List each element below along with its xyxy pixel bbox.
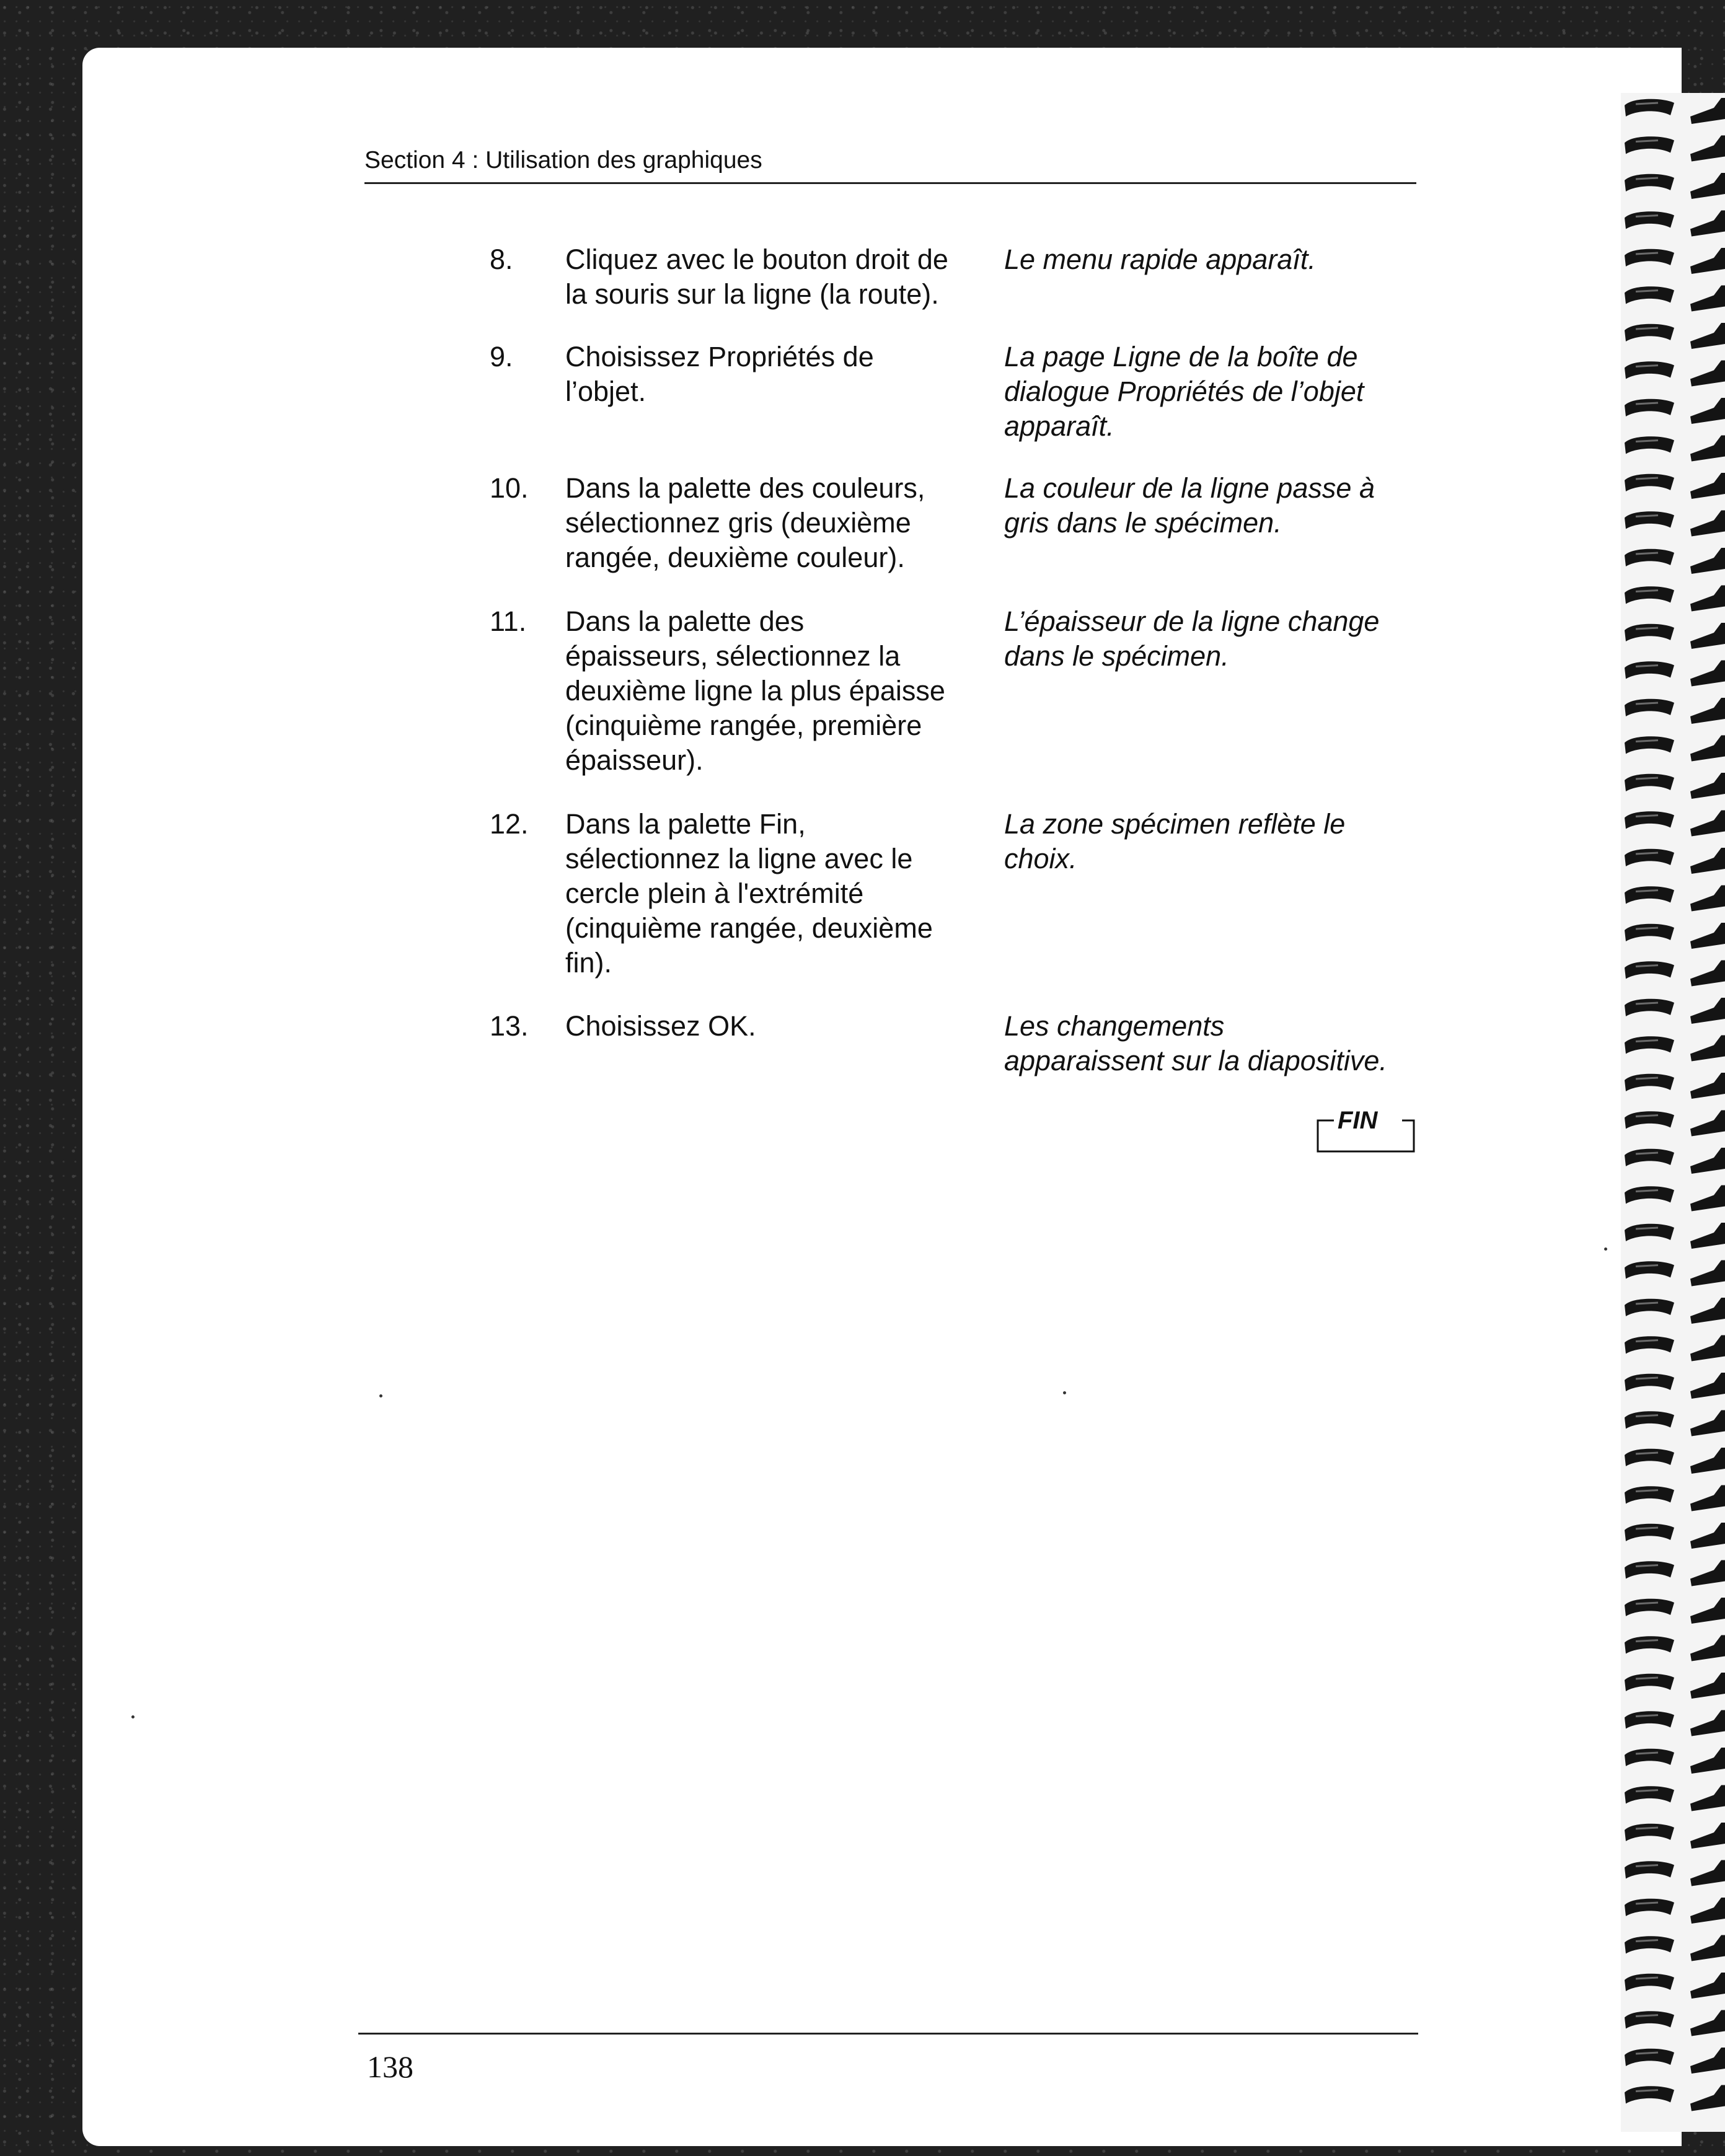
spiral-coil bbox=[1625, 886, 1725, 912]
step-result: L’épaisseur de la ligne change dans le spécimen. bbox=[1004, 605, 1380, 672]
spiral-coil bbox=[1625, 1073, 1725, 1099]
spiral-coil bbox=[1625, 173, 1725, 199]
step-action: Cliquez avec le bouton droit de la souris sur la ligne (la route). bbox=[565, 244, 948, 310]
scan-speck bbox=[1604, 1247, 1607, 1251]
spiral-coil bbox=[1625, 1448, 1725, 1474]
spiral-coil bbox=[1625, 811, 1725, 837]
scan-speck bbox=[1063, 1391, 1066, 1394]
footer-divider bbox=[358, 2033, 1418, 2035]
step-number: 9. bbox=[490, 341, 513, 372]
spiral-coil bbox=[1625, 1485, 1725, 1511]
spiral-coil bbox=[1625, 1710, 1725, 1736]
spiral-coil bbox=[1625, 961, 1725, 987]
spiral-coil bbox=[1625, 1598, 1725, 1624]
spiral-coil bbox=[1625, 436, 1725, 462]
spiral-coil bbox=[1625, 211, 1725, 237]
step-action: Choisissez Propriétés de l’objet. bbox=[565, 341, 874, 407]
spiral-coil bbox=[1625, 2010, 1725, 2036]
page-number: 138 bbox=[367, 2049, 413, 2084]
end-marker bbox=[1315, 1107, 1416, 1154]
spiral-coil bbox=[1625, 473, 1725, 499]
step-action: Dans la palette des épaisseurs, sélectionnez la deuxième ligne la plus épaisse (cinquième rangée, première épaisseur). bbox=[565, 605, 945, 776]
step-action: Dans la palette des couleurs, sélectionnez gris (deuxième rangée, deuxième couleur). bbox=[565, 472, 925, 573]
section-header: Section 4 : Utilisation des graphiques bbox=[364, 147, 762, 174]
spiral-coil bbox=[1625, 1935, 1725, 1961]
spiral-coil bbox=[1625, 1785, 1725, 1811]
spiral-coil bbox=[1625, 1410, 1725, 1437]
step-number: 10. bbox=[490, 472, 529, 504]
spiral-coil bbox=[1625, 361, 1725, 387]
spiral-coils bbox=[1621, 93, 1725, 2132]
spiral-coil bbox=[1625, 1673, 1725, 1699]
spiral-coil bbox=[1625, 1335, 1725, 1362]
spiral-coil bbox=[1625, 848, 1725, 874]
spiral-coil bbox=[1625, 1111, 1725, 1137]
spiral-coil bbox=[1625, 323, 1725, 349]
step-action: Choisissez OK. bbox=[565, 1010, 756, 1042]
spiral-coil bbox=[1625, 586, 1725, 612]
spiral-binding bbox=[1621, 93, 1725, 2132]
spiral-coil bbox=[1625, 1223, 1725, 1249]
spiral-coil bbox=[1625, 773, 1725, 799]
spiral-coil bbox=[1625, 923, 1725, 949]
step-number: 13. bbox=[490, 1010, 529, 1042]
step-number: 11. bbox=[490, 605, 527, 637]
spiral-coil bbox=[1625, 1560, 1725, 1586]
spiral-coil bbox=[1625, 736, 1725, 762]
spiral-coil bbox=[1625, 1823, 1725, 1849]
header-divider bbox=[364, 182, 1416, 184]
end-marker-label: FIN bbox=[1338, 1107, 1378, 1134]
spiral-coil bbox=[1625, 548, 1725, 574]
scan-speck bbox=[131, 1715, 135, 1718]
spiral-coil bbox=[1625, 1973, 1725, 1999]
spiral-coil bbox=[1625, 248, 1725, 274]
spiral-coil bbox=[1625, 1186, 1725, 1212]
step-result: La couleur de la ligne passe à gris dans le spécimen. bbox=[1004, 472, 1375, 539]
spiral-coil bbox=[1625, 286, 1725, 312]
spiral-coil bbox=[1625, 1523, 1725, 1549]
spiral-coil bbox=[1625, 2048, 1725, 2074]
step-number: 12. bbox=[490, 808, 529, 840]
spiral-coil bbox=[1625, 1898, 1725, 1924]
step-result: La zone spécimen reflète le choix. bbox=[1004, 808, 1346, 874]
spiral-coil bbox=[1625, 1860, 1725, 1886]
spiral-coil bbox=[1625, 623, 1725, 649]
spiral-coil bbox=[1625, 1148, 1725, 1174]
spiral-coil bbox=[1625, 1036, 1725, 1062]
spiral-coil bbox=[1625, 2085, 1725, 2111]
step-action: Dans la palette Fin, sélectionnez la ligne avec le cercle plein à l'extrémité (cinquième rangée, deuxième fin). bbox=[565, 808, 933, 979]
spiral-coil bbox=[1625, 698, 1725, 724]
spiral-coil bbox=[1625, 136, 1725, 162]
spiral-coil bbox=[1625, 1748, 1725, 1774]
scan-speck bbox=[379, 1394, 382, 1397]
step-result: Les changements apparaissent sur la diapositive. bbox=[1004, 1010, 1387, 1076]
step-result: La page Ligne de la boîte de dialogue Propriétés de l’objet apparaît. bbox=[1004, 341, 1364, 442]
spiral-coil bbox=[1625, 1261, 1725, 1287]
spiral-coil bbox=[1625, 998, 1725, 1024]
spiral-coil bbox=[1625, 511, 1725, 537]
spiral-coil bbox=[1625, 1373, 1725, 1399]
spiral-coil bbox=[1625, 98, 1725, 124]
spiral-coil bbox=[1625, 661, 1725, 687]
spiral-coil bbox=[1625, 398, 1725, 424]
step-number: 8. bbox=[490, 244, 513, 275]
spiral-coil bbox=[1625, 1298, 1725, 1324]
spiral-coil bbox=[1625, 1635, 1725, 1661]
step-result: Le menu rapide apparaît. bbox=[1004, 244, 1316, 275]
